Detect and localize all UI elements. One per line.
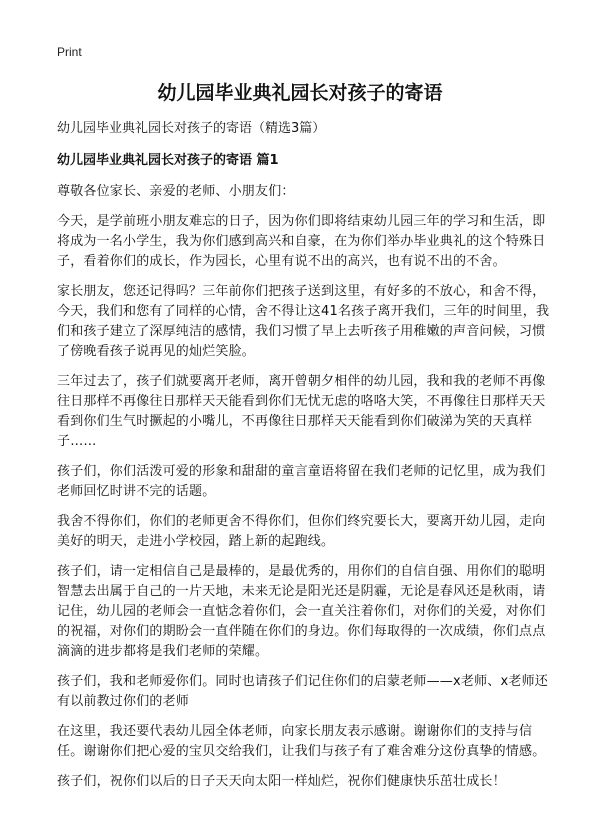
paragraph-8: 在这里，我还要代表幼儿园全体老师，向家长朋友表示感谢。谢谢你们的支持与信任。谢谢你们把心爱的宝贝交给我们，让我们与孩子有了难舍难分这份真挚的情感。: [57, 724, 546, 759]
page-title: 幼儿园毕业典礼园长对孩子的寄语: [157, 82, 443, 104]
paragraph-4: 孩子们，你们活泼可爱的形象和甜甜的童言童语将留在我们老师的记忆里，成为我们老师回忆时讲不完的话题。: [57, 464, 546, 499]
paragraph-6: 孩子们，请一定相信自己是最棒的，是最优秀的，用你们的自信自强、用你们的聪明智慧去出属于自己的一片天地，未来无论是阳光还是阴霾，无论是春风还是秋雨，请记住，幼儿园的老师会一直惦念着你们，会一直关注着你们，对你们的关爱，对你们的祝福，对你们的期盼会一直伴随在你们的身边。你们每取得的一次成绩，你们点点滴滴的进步都将是我们老师的荣耀。: [57, 564, 546, 659]
paragraph-9: 孩子们，祝你们以后的日子天天向太阳一样灿烂，祝你们健康快乐茁壮成长！: [57, 774, 506, 789]
paragraph-2: 家长朋友，您还记得吗？三年前你们把孩子送到这里，有好多的不放心，和舍不得，今天，我们和您有了同样的心情，舍不得让这41名孩子离开我们，三年的时间里，我们和孩子建立了深厚纯洁的感情，我们习惯了早上去听孩子用稚嫩的声音问候，习惯了傍晚看孩子说再见的灿烂笑脸。: [57, 284, 550, 359]
paragraph-5: 我舍不得你们，你们的老师更舍不得你们，但你们终究要长大，要离开幼儿园，走向美好的明天，走进小学校园，踏上新的起跑线。: [57, 514, 546, 549]
print-link[interactable]: Print: [57, 45, 82, 59]
paragraph-greeting: 尊敬各位家长、亲爱的老师、小朋友们：: [57, 184, 295, 199]
article-body: [57, 182, 550, 802]
paragraph-1: 今天，是学前班小朋友难忘的日子，因为你们即将结束幼儿园三年的学习和生活，即将成为一名小学生，我为你们感到高兴和自豪，在为你们举办毕业典礼的这个特殊日子，看着你们的成长，作为园长，心里有说不出的高兴，也有说不出的不舍。: [57, 214, 546, 269]
paragraph-7: 孩子们，我和老师爱你们。同时也请孩子们记住你们的启蒙老师——x老师、x老师还有以前教过你们的老师: [57, 674, 548, 709]
paragraph-3: 三年过去了，孩子们就要离开老师，离开曾朝夕相伴的幼儿园，我和我的老师不再像往日那样不再像往日那样天天能看到你们无忧无虑的咯咯大笑，不再像往日那样天天看到你们生气时撅起的小嘴儿，不再像往日那样天天能看到你们破涕为笑的天真样子……: [57, 374, 546, 449]
document-subtitle: 幼儿园毕业典礼园长对孩子的寄语（精选3篇）: [57, 121, 326, 136]
section-heading: 幼儿园毕业典礼园长对孩子的寄语 篇1: [57, 153, 279, 168]
